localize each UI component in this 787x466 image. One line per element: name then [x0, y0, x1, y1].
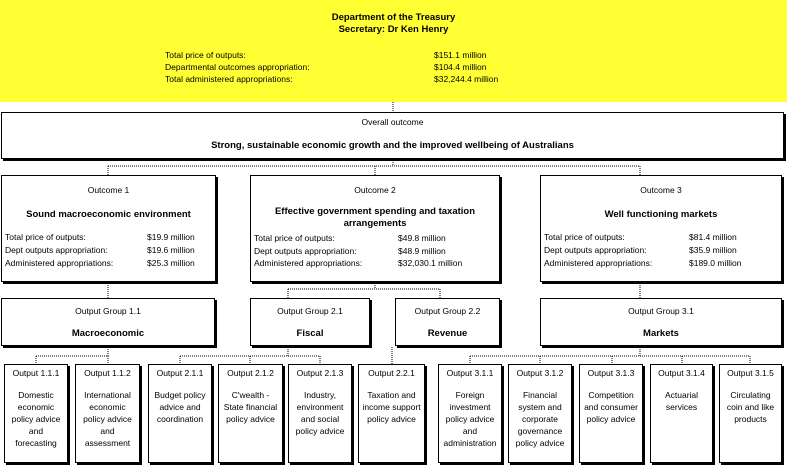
output-box	[650, 364, 713, 463]
output-description: Financial system and corporate governance policy advice	[515, 390, 565, 448]
outcome-row-value: $48.9 million	[398, 246, 446, 256]
outcome-row-value: $32,030.1 million	[398, 258, 463, 268]
outcome-label: Outcome 1	[87, 185, 130, 195]
overall-outcome-statement: Strong, sustainable economic growth and the improved wellbeing of Australians	[211, 140, 574, 151]
output-box	[579, 364, 643, 463]
output-group-1-1-box	[1, 298, 215, 346]
outcome-3-box	[540, 175, 782, 282]
outcome-row-label: Dept outputs appropriation:	[544, 245, 647, 255]
output-group-2-2-box	[395, 298, 500, 346]
output-label: Output 3.1.1	[446, 368, 494, 378]
outcome-title: Sound macroeconomic environment	[26, 209, 191, 220]
output-description: Taxation and income support policy advice	[362, 390, 421, 424]
outcome-row-label: Dept outputs appropriation:	[5, 245, 108, 255]
output-description: Budget policy advice and coordination	[154, 390, 206, 424]
output-box	[438, 364, 502, 463]
output-label: Output 1.1.1	[12, 368, 60, 378]
output-description: International economic policy advice and assessment	[83, 390, 132, 448]
outcome-row-value: $19.9 million	[147, 232, 195, 242]
output-box	[719, 364, 782, 463]
output-group-title: Macroeconomic	[71, 328, 145, 339]
header-row-label: Departmental outcomes appropriation:	[165, 62, 310, 72]
output-label: Output 2.1.2	[227, 368, 274, 378]
output-group-label: Output Group 3.1	[628, 306, 694, 316]
outcome-row-value: $49.8 million	[398, 233, 446, 243]
output-label: Output 3.1.3	[587, 368, 635, 378]
output-description: C'wealth - State financial policy advice	[223, 390, 278, 424]
output-box	[218, 364, 283, 463]
output-group-3-1-box	[540, 298, 782, 346]
outcome-2-box	[250, 175, 500, 282]
output-label: Output 1.1.2	[84, 368, 131, 378]
outcome-label: Outcome 2	[354, 185, 396, 195]
outcome-row-value: $35.9 million	[689, 245, 737, 255]
output-label: Output 2.1.3	[296, 368, 344, 378]
outcome-row-label: Total price of outputs:	[5, 232, 86, 242]
output-label: Output 3.1.2	[516, 368, 564, 378]
output-group-label: Output Group 2.1	[277, 306, 343, 316]
output-description: Actuarial services	[664, 390, 699, 412]
outcome-row-value: $19.6 million	[147, 245, 195, 255]
outcome-row-label: Administered appropriations:	[544, 258, 653, 268]
outcome-row-label: Total price of outputs:	[254, 233, 335, 243]
outcome-row-value: $189.0 million	[689, 258, 742, 268]
output-label: Output 2.2.1	[368, 368, 415, 378]
outcome-row-label: Dept outputs appropriation:	[254, 246, 357, 256]
overall-outcome-label: Overall outcome	[361, 117, 424, 127]
header-row-value: $104.4 million	[434, 62, 487, 72]
output-box	[288, 364, 352, 463]
output-label: Output 3.1.5	[727, 368, 774, 378]
output-box	[148, 364, 212, 463]
output-group-label: Output Group 1.1	[75, 306, 141, 316]
output-group-title: Revenue	[427, 328, 468, 339]
header-row-value: $151.1 million	[434, 50, 487, 60]
output-description: Industry, environment and social policy advice	[295, 390, 345, 436]
department-header	[0, 0, 787, 102]
output-description: Circulating coin and like products	[726, 390, 775, 424]
output-box	[508, 364, 572, 463]
header-row-label: Total administered appropriations:	[165, 74, 293, 84]
overall-outcome-box	[1, 112, 784, 159]
outcome-label: Outcome 3	[640, 185, 682, 195]
output-group-title: Markets	[643, 328, 679, 339]
secretary-name: Secretary: Dr Ken Henry	[338, 24, 449, 35]
outcome-1-box	[1, 175, 216, 282]
output-label: Output 3.1.4	[658, 368, 705, 378]
outcome-row-value: $81.4 million	[689, 232, 737, 242]
header-row-label: Total price of outputs:	[165, 50, 246, 60]
outcome-row-label: Administered appropriations:	[254, 258, 363, 268]
output-label: Output 2.1.1	[156, 368, 204, 378]
department-title: Department of the Treasury	[331, 12, 456, 23]
output-description: Domestic economic policy advice and forecasting	[11, 390, 61, 448]
output-description: Competition and consumer policy advice	[584, 390, 638, 424]
outcome-row-label: Total price of outputs:	[544, 232, 625, 242]
outcome-title: Effective government spending and taxation arrangements	[274, 206, 476, 229]
output-description: Foreign investment policy advice and administration	[443, 390, 497, 448]
output-box	[75, 364, 140, 463]
output-group-label: Output Group 2.2	[414, 306, 481, 316]
header-row-value: $32,244.4 million	[434, 74, 499, 84]
output-box	[358, 364, 425, 463]
outcome-row-label: Administered appropriations:	[5, 258, 114, 268]
outcome-title: Well functioning markets	[604, 209, 718, 220]
outcome-row-value: $25.3 million	[147, 258, 195, 268]
output-group-title: Fiscal	[296, 328, 324, 339]
output-box	[4, 364, 68, 463]
output-group-2-1-box	[250, 298, 370, 346]
